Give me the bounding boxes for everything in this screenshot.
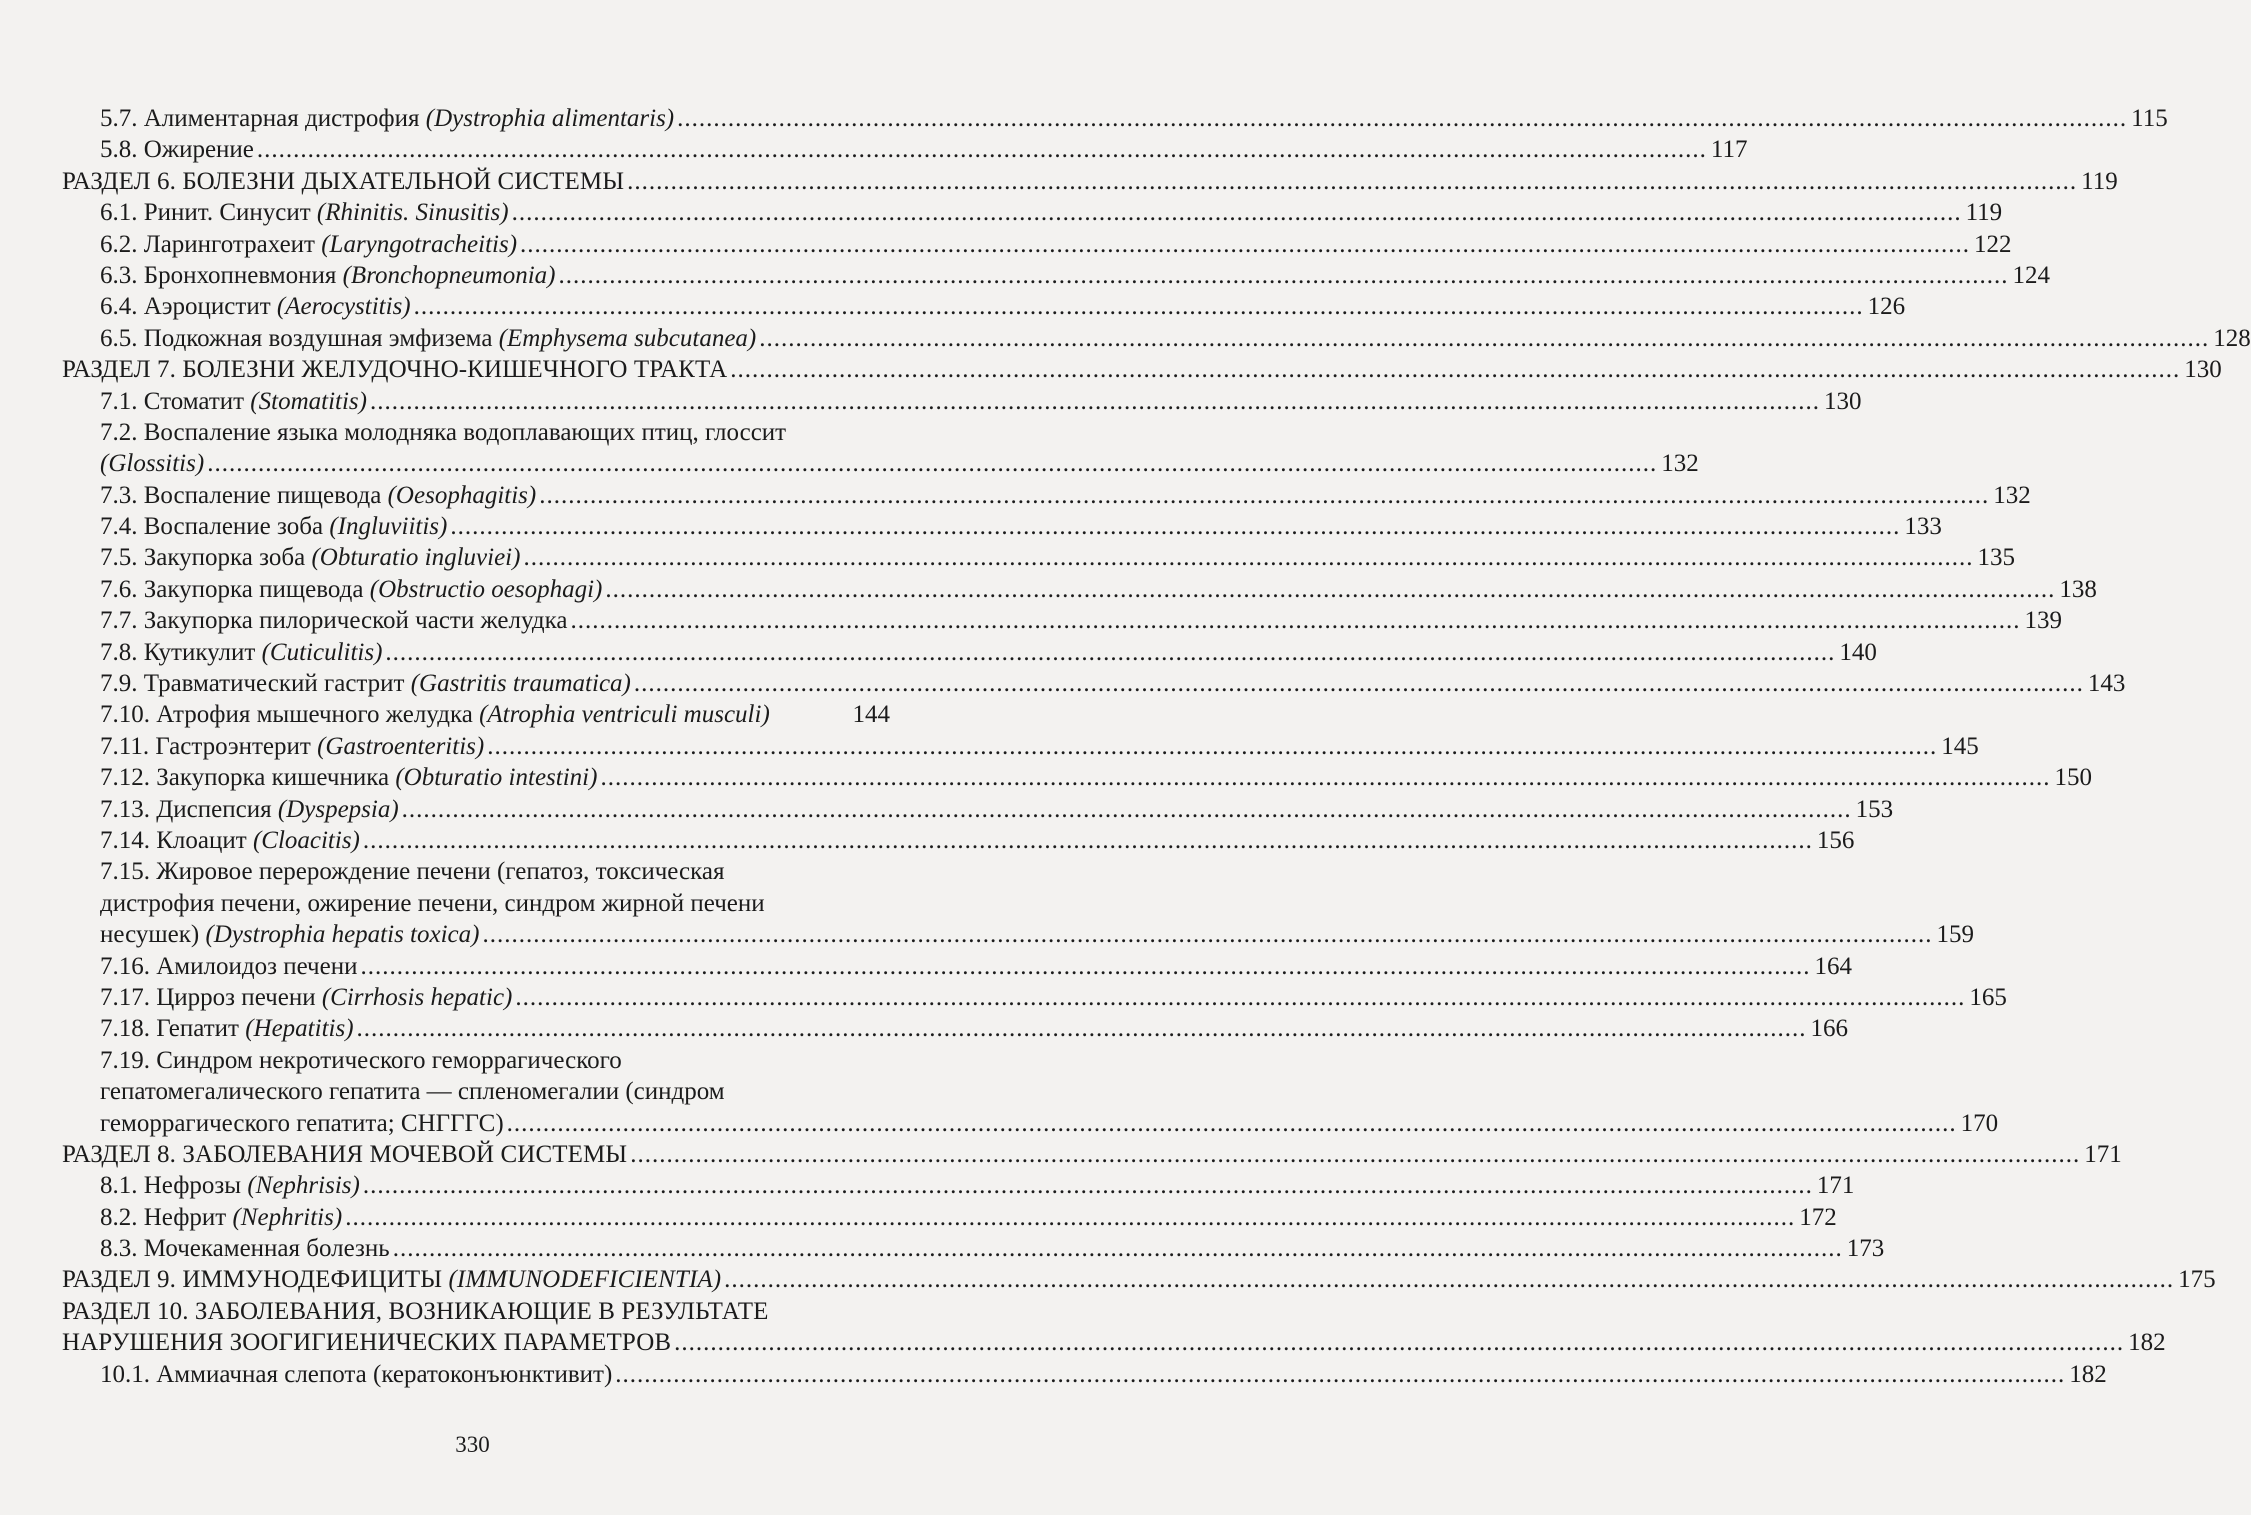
toc-page-number: 135 — [1977, 544, 2015, 572]
toc-entry — [0, 1108, 1999, 1139]
toc-entry — [0, 1076, 945, 1107]
toc-page-number: 159 — [1936, 921, 1974, 949]
toc-entry-title — [62, 166, 624, 197]
title-text: 8.3. Мочекаменная болезнь — [100, 1235, 390, 1263]
dot-leader: ........................................................................................................................................................................................................ — [520, 230, 1971, 258]
toc-entry — [0, 1045, 945, 1076]
toc-page-number: 119 — [1965, 199, 2003, 227]
title-text: 6.1. Ринит. Синусит — [100, 199, 317, 227]
title-text: 6.4. Аэроцистит — [100, 293, 277, 321]
dot-leader: ........................................................................................................................................................................................................ — [345, 1203, 1796, 1231]
title-text: НАРУШЕНИЯ ЗООГИГИЕНИЧЕСКИХ ПАРАМЕТРОВ — [62, 1329, 672, 1357]
toc-page-number: 132 — [1993, 481, 2031, 509]
toc-entry-title — [100, 1108, 504, 1139]
toc-entry — [0, 386, 1862, 417]
toc-entry — [0, 511, 1942, 542]
toc-page-number: 170 — [1960, 1109, 1999, 1137]
dot-leader: ........................................................................................................................................................................................................ — [401, 795, 1852, 823]
toc-page-number: 122 — [1974, 230, 2012, 258]
dot-leader: ........................................................................................................................................................................................................ — [356, 1015, 1807, 1043]
latin-term: (Nephrisis) — [247, 1172, 360, 1200]
title-text: РАЗДЕЛ 7. БОЛЕЗНИ ЖЕЛУДОЧНО-КИШЕЧНОГО ТРАКТА — [62, 356, 728, 384]
dot-leader: ........................................................................................................................................................................................................ — [369, 387, 1820, 415]
dot-leader: ........................................................................................................................................................................................................ — [570, 607, 2021, 635]
toc-page-number: 124 — [2012, 261, 2051, 289]
toc-entry — [0, 668, 2126, 699]
toc-entry-title — [100, 1045, 622, 1076]
toc-entry — [0, 699, 945, 730]
dot-leader: ........................................................................................................................................................................................................ — [360, 952, 1811, 980]
table-of-contents — [0, 103, 2251, 1390]
latin-term: (Obturatio ingluviei) — [311, 544, 521, 572]
dot-leader: ........................................................................................................................................................................................................ — [482, 921, 1933, 949]
toc-entry — [0, 919, 1974, 950]
toc-entry — [0, 574, 2097, 605]
toc-entry-title — [62, 1296, 769, 1327]
toc-page-number: 115 — [2131, 105, 2168, 132]
latin-term: (Dystrophia hepatis toxica) — [205, 921, 480, 949]
toc-entry-title — [100, 856, 724, 887]
toc-page-number: 126 — [1867, 293, 1906, 321]
dot-leader: ........................................................................................................................................................................................................ — [362, 1172, 1813, 1200]
toc-entry — [0, 982, 2007, 1013]
toc-page-number: 153 — [1855, 795, 1894, 823]
dot-leader: ........................................................................................................................................................................................................ — [506, 1109, 1957, 1137]
toc-entry-title — [100, 197, 509, 228]
dot-leader: ........................................................................................................................................................................................................ — [539, 481, 1990, 509]
title-text: 7.13. Диспепсия — [100, 795, 278, 823]
toc-entry-title — [100, 291, 411, 322]
toc-page-number: 128 — [2213, 324, 2251, 352]
toc-entry — [0, 762, 2092, 793]
toc-entry-title — [100, 888, 765, 919]
title-text: 6.3. Бронхопневмония — [100, 261, 343, 289]
toc-entry-title — [100, 448, 204, 479]
title-text: РАЗДЕЛ 6. БОЛЕЗНИ ДЫХАТЕЛЬНОЙ СИСТЕМЫ — [62, 167, 625, 195]
title-text: 7.6. Закупорка пищевода — [100, 575, 370, 603]
toc-entry-title — [100, 668, 631, 699]
toc-entry-title — [100, 1233, 390, 1264]
dot-leader: ........................................................................................................................................................................................................ — [515, 983, 1966, 1011]
latin-term: (Obturatio intestini) — [395, 764, 598, 792]
title-text: 7.1. Стоматит — [100, 387, 251, 415]
latin-term: (Cirrhosis hepatic) — [321, 983, 513, 1011]
toc-entry-title — [100, 1202, 342, 1233]
toc-entry-title — [100, 637, 382, 668]
toc-entry — [0, 291, 1906, 322]
toc-entry — [0, 605, 2063, 636]
dot-leader: ........................................................................................................................................................................................................ — [730, 356, 2181, 384]
toc-page-number: 140 — [1839, 638, 1877, 666]
latin-term: (Cloacitis) — [252, 826, 360, 854]
toc-page-number: 166 — [1810, 1015, 1849, 1043]
latin-term: (Atrophia ventriculi musculi) — [479, 701, 770, 729]
toc-entry-title — [100, 1076, 725, 1107]
title-text: 7.11. Гастроэнтерит — [100, 732, 318, 760]
toc-page-number: 172 — [1799, 1203, 1837, 1231]
toc-entry — [0, 825, 1855, 856]
dot-leader: ........................................................................................................................................................................................................ — [605, 575, 2056, 603]
toc-page-number: 133 — [1904, 513, 1942, 541]
toc-page-number: 182 — [2128, 1329, 2166, 1357]
dot-leader: ........................................................................................................................................................................................................ — [385, 638, 1836, 666]
toc-entry — [0, 888, 945, 919]
toc-entry — [0, 731, 1979, 762]
latin-term: (Laryngotracheitis) — [321, 230, 518, 258]
toc-page-number: 130 — [2184, 356, 2222, 384]
toc-entry — [0, 794, 1894, 825]
toc-page-number: 173 — [1846, 1235, 1885, 1263]
title-text: 7.2. Воспаление языка молодняка водоплавающих птиц, глоссит — [100, 418, 787, 446]
dot-leader: ........................................................................................................................................................................................................ — [630, 1140, 2081, 1168]
toc-page-number: 175 — [2178, 1266, 2216, 1294]
toc-page-number: 119 — [2081, 167, 2118, 195]
toc-entry-title — [62, 1139, 627, 1170]
dot-leader: ........................................................................................................................................................................................................ — [523, 544, 1974, 572]
toc-entry-title — [100, 1013, 354, 1044]
title-text: 10.1. Аммиачная слепота (кератоконъюнктивит) — [100, 1360, 613, 1388]
title-text: 7.10. Атрофия мышечного желудка — [100, 701, 480, 729]
dot-leader: ........................................................................................................................................................................................................ — [674, 1329, 2125, 1357]
dot-leader: ........................................................................................................................................................................................................ — [487, 732, 1938, 760]
toc-entry-title — [62, 1264, 721, 1295]
latin-term: (Dystrophia alimentaris) — [425, 105, 675, 132]
toc-section — [0, 1139, 2122, 1170]
toc-entry — [0, 448, 1699, 479]
toc-page-number: 117 — [1710, 136, 1748, 164]
dot-leader: ........................................................................................................................................................................................................ — [413, 293, 1864, 321]
toc-page-number: 138 — [2059, 575, 2097, 603]
title-text: 5.7. Алиментарная дистрофия — [100, 105, 426, 132]
title-text: 7.9. Травматический гастрит — [100, 670, 411, 698]
toc-entry-title — [100, 542, 520, 573]
title-text: РАЗДЕЛ 9. ИММУНОДЕФИЦИТЫ — [62, 1266, 449, 1294]
latin-term: (Bronchopneumonia) — [342, 261, 556, 289]
latin-term: (Stomatitis) — [250, 387, 367, 415]
title-text: несушек) — [100, 921, 206, 949]
toc-page-number: 165 — [1969, 983, 2007, 1011]
latin-term: (Gastritis traumatica) — [410, 670, 631, 698]
title-text: 5.8. Ожирение — [100, 136, 254, 164]
title-text: РАЗДЕЛ 10. ЗАБОЛЕВАНИЯ, ВОЗНИКАЮЩИЕ В РЕЗУЛЬТАТЕ — [62, 1297, 769, 1325]
toc-entry-title — [100, 134, 254, 165]
toc-entry-title — [100, 605, 568, 636]
toc-entry-title — [100, 1170, 360, 1201]
toc-section — [0, 1296, 945, 1327]
latin-term: (Obstructio oesophagi) — [369, 575, 603, 603]
toc-page-number: 182 — [2069, 1360, 2107, 1388]
toc-entry-title — [100, 511, 447, 542]
title-text: дистрофия печени, ожирение печени, синдром жирной печени — [100, 889, 765, 917]
dot-leader: ........................................................................................................................................................................................................ — [759, 324, 2210, 352]
toc-entry — [0, 1013, 1849, 1044]
toc-entry-title — [100, 480, 536, 511]
toc-entry-title — [100, 699, 770, 730]
toc-entry — [0, 951, 1852, 982]
toc-entry-title — [100, 731, 484, 762]
dot-leader: ........................................................................................................................................................................................................ — [511, 199, 1962, 227]
title-text: 7.3. Воспаление пищевода — [100, 481, 388, 509]
title-text: 7.12. Закупорка кишечника — [100, 764, 396, 792]
title-text: РАЗДЕЛ 8. ЗАБОЛЕВАНИЯ МОЧЕВОЙ СИСТЕМЫ — [62, 1140, 628, 1168]
toc-entry — [0, 1233, 1885, 1264]
latin-term: (Glossitis) — [100, 450, 205, 478]
toc-page-number: 171 — [2084, 1140, 2122, 1168]
title-text: 7.19. Синдром некротического геморрагического — [100, 1046, 622, 1074]
toc-entry-title — [100, 386, 367, 417]
dot-leader: ........................................................................................................................................................................................................ — [392, 1235, 1843, 1263]
title-text: 7.7. Закупорка пилорической части желудка — [100, 607, 568, 635]
toc-entry-title — [100, 417, 786, 448]
dot-leader: ........................................................................................................................................................................................................ — [450, 513, 1901, 541]
page-number: 330 — [455, 1432, 490, 1457]
toc-entry-title — [62, 354, 727, 385]
latin-term: (Nephritis) — [232, 1203, 343, 1231]
toc-entry-title — [62, 1327, 671, 1358]
toc-entry-title — [100, 794, 399, 825]
toc-entry — [0, 1359, 2107, 1390]
dot-leader: ........................................................................................................................................................................................................ — [677, 105, 2128, 132]
toc-entry — [0, 1202, 1837, 1233]
toc-entry-title — [100, 103, 674, 134]
title-text: гепатомегалического гепатита — спленомегалии (синдром — [100, 1078, 725, 1106]
title-text: 7.18. Гепатит — [100, 1015, 246, 1043]
toc-entry-title — [100, 825, 360, 856]
dot-leader: ........................................................................................................................................................................................................ — [633, 670, 2084, 698]
toc-page-number: 156 — [1816, 826, 1855, 854]
toc-entry — [0, 542, 2015, 573]
dot-leader: ........................................................................................................................................................................................................ — [362, 826, 1813, 854]
toc-page-number: 150 — [2054, 764, 2092, 792]
toc-page-number: 145 — [1941, 732, 1979, 760]
toc-entry-title — [100, 574, 602, 605]
toc-page-number: 130 — [1823, 387, 1862, 415]
title-text: 6.5. Подкожная воздушная эмфизема — [100, 324, 499, 352]
toc-section — [0, 354, 2222, 385]
latin-term: (Aerocystitis) — [276, 293, 411, 321]
toc-page-number: 139 — [2024, 607, 2063, 635]
dot-leader: ........................................................................................................................................................................................................ — [724, 1266, 2175, 1294]
latin-term: (Dyspepsia) — [277, 795, 399, 823]
dot-leader: ........................................................................................................................................................................................................ — [627, 167, 2078, 195]
toc-entry-title — [100, 762, 597, 793]
toc-entry-title — [100, 260, 556, 291]
dot-leader: ........................................................................................................................................................................................................ — [256, 136, 1707, 164]
toc-page-number: 143 — [2087, 670, 2126, 698]
toc-entry — [0, 134, 1748, 165]
toc-entry-title — [100, 919, 479, 950]
toc-page-number: 171 — [1816, 1172, 1855, 1200]
toc-entry-title — [100, 951, 357, 982]
dot-leader: ........................................................................................................................................................................................................ — [207, 450, 1658, 478]
title-text: 7.16. Амилоидоз печени — [100, 952, 358, 980]
toc-entry — [0, 260, 2051, 291]
toc-entry — [0, 197, 2003, 228]
dot-leader: ........................................................................................................................................................................................................ — [615, 1360, 2066, 1388]
title-text: 7.15. Жировое перерождение печени (гепатоз, токсическая — [100, 858, 725, 886]
toc-entry-title — [100, 982, 512, 1013]
title-text: 7.5. Закупорка зоба — [100, 544, 312, 572]
toc-entry — [0, 229, 2012, 260]
latin-term: (IMMUNODEFICIENTIA) — [448, 1266, 722, 1294]
dot-leader: ........................................................................................................................................................................................................ — [558, 261, 2009, 289]
toc-entry — [0, 480, 2031, 511]
latin-term: (Hepatitis) — [245, 1015, 354, 1043]
toc-page-number: 132 — [1661, 450, 1699, 478]
title-text: 7.8. Кутикулит — [100, 638, 262, 666]
title-text: 8.2. Нефрит — [100, 1203, 233, 1231]
latin-term: (Oesophagitis) — [387, 481, 537, 509]
latin-term: (Gastroenteritis) — [317, 732, 485, 760]
latin-term: (Emphysema subcutanea) — [498, 324, 757, 352]
latin-term: (Rhinitis. Sinusitis) — [316, 199, 509, 227]
title-text: 7.17. Цирроз печени — [100, 983, 322, 1011]
toc-section — [0, 166, 2118, 197]
title-text: 6.2. Ларинготрахеит — [100, 230, 322, 258]
title-text: геморрагического гепатита; СНГГГС) — [100, 1109, 504, 1137]
dot-leader: ........................................................................................................................................................................................................ — [600, 764, 2051, 792]
title-text: 7.14. Клоацит — [100, 826, 253, 854]
toc-section — [0, 1264, 2216, 1295]
latin-term: (Cuticulitis) — [261, 638, 383, 666]
toc-entry — [0, 1170, 1855, 1201]
toc-entry — [0, 323, 2251, 354]
toc-page-number: 164 — [1814, 952, 1852, 980]
toc-entry-title — [100, 229, 517, 260]
toc-entry-title — [100, 1359, 612, 1390]
toc-entry — [0, 417, 945, 448]
toc-entry — [0, 103, 2168, 134]
toc-section — [0, 1327, 2166, 1358]
toc-entry — [0, 637, 1877, 668]
toc-entry — [0, 856, 945, 887]
toc-page-number: 144 — [852, 701, 890, 729]
latin-term: (Ingluviitis) — [329, 513, 448, 541]
title-text: 8.1. Нефрозы — [100, 1172, 248, 1200]
toc-entry-title — [100, 323, 756, 354]
title-text: 7.4. Воспаление зоба — [100, 513, 330, 541]
